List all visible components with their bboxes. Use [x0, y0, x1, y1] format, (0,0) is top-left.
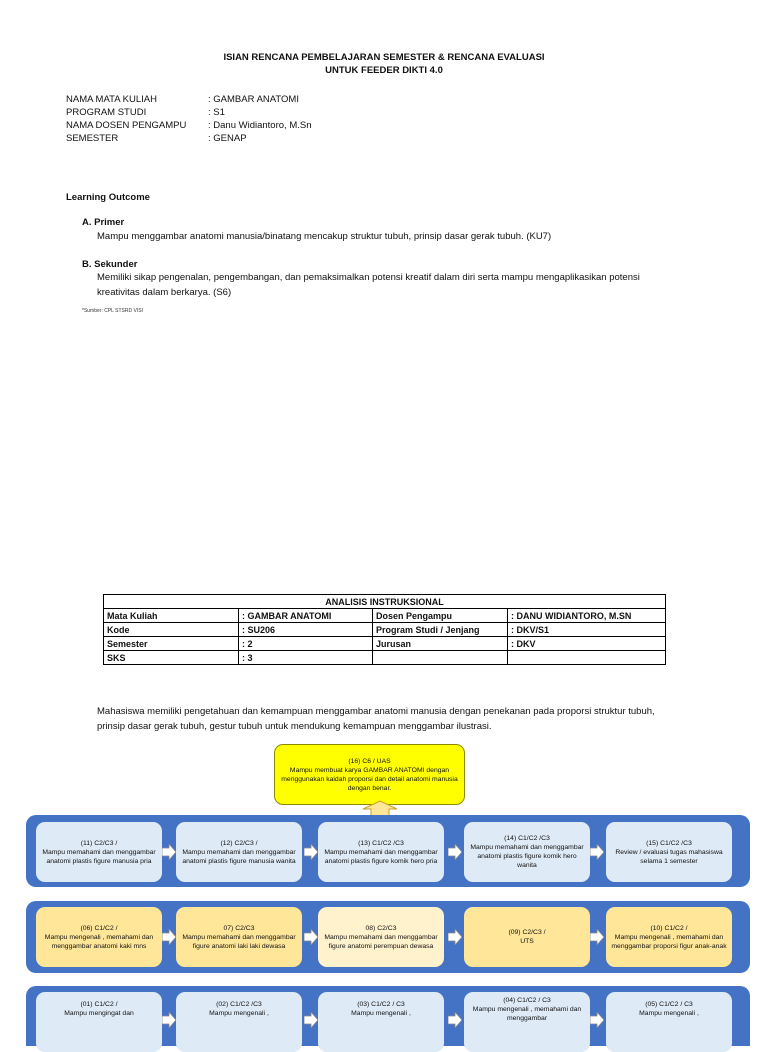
table-cell: Semester — [104, 637, 239, 651]
right-arrow-icon — [590, 929, 604, 945]
box-text: Mampu memahami dan menggambar anatomi plastis figure manusia pria — [42, 848, 156, 865]
table-cell: : 2 — [239, 637, 373, 651]
description-line2: prinsip dasar gerak tubuh, gestur tubuh untuk mendukung kemampuan menggambar ilustrasi. — [97, 721, 492, 732]
diagram-box-11 — [36, 822, 162, 882]
diagram-box-06 — [36, 907, 162, 967]
sekunder-label: B. Sekunder — [82, 259, 138, 270]
info-row-semester — [66, 132, 466, 145]
table-cell — [508, 651, 666, 665]
table-cell: SKS — [104, 651, 239, 665]
right-arrow-icon — [448, 1012, 462, 1028]
box-code: (13) C1/C2 /C3 — [358, 839, 404, 847]
learning-outcome-heading: Learning Outcome — [66, 192, 150, 203]
diagram-box-12 — [176, 822, 302, 882]
instructional-analysis-table — [103, 594, 666, 665]
box-text: Mampu memahami dan menggambar anatomi plastis figure komik hero pria — [324, 848, 438, 865]
diagram-box-04 — [464, 992, 590, 1052]
diagram-box-08 — [318, 907, 444, 967]
info-value: : Danu Widiantoro, M.Sn — [208, 120, 312, 131]
right-arrow-icon — [304, 844, 318, 860]
info-row-program — [66, 106, 466, 119]
box-text: Mampu mengenali , — [351, 1010, 411, 1017]
table-cell: : 3 — [239, 651, 373, 665]
table-cell: : SU206 — [239, 623, 373, 637]
sekunder-text-line2: kreativitas dalam berkarya. (S6) — [97, 287, 232, 298]
right-arrow-icon — [162, 1012, 176, 1028]
box-text: Mampu mengenali , memahami dan menggambar proporsi figur anak-anak — [611, 933, 727, 950]
box-text: Mampu memahami dan menggambar figure anatomi perempuan dewasa — [324, 933, 438, 950]
box-text: Review / evaluasi tugas mahasiswa selama 1 semester — [615, 848, 723, 865]
right-arrow-icon — [162, 844, 176, 860]
table-cell: Dosen Pengampu — [373, 609, 508, 623]
diagram-box-10 — [606, 907, 732, 967]
diagram-box-09 — [464, 907, 590, 967]
box-code: (03) C1/C2 / C3 — [357, 1001, 405, 1008]
right-arrow-icon — [590, 1012, 604, 1028]
info-row-lecturer — [66, 119, 466, 132]
table-cell: : DKV/S1 — [508, 623, 666, 637]
info-label: NAMA DOSEN PENGAMPU — [66, 120, 187, 131]
right-arrow-icon — [304, 929, 318, 945]
box-code: (09) C2/C3 / — [508, 929, 546, 936]
box-code: (16) C6 / UAS — [348, 757, 391, 765]
info-label: NAMA MATA KULIAH — [66, 94, 157, 105]
right-arrow-icon — [448, 844, 462, 860]
box-code: (11) C2/C3 / — [80, 839, 118, 847]
diagram-box-02 — [176, 992, 302, 1052]
right-arrow-icon — [448, 929, 462, 945]
box-text: Mampu memahami dan menggambar anatomi plastis figure manusia wanita — [182, 848, 296, 865]
box-text: UTS — [520, 938, 534, 945]
box-text: Mampu membuat karya GAMBAR ANATOMI dengan menggunakan kaidah proporsi dan detail anatomi manusia dengan benar. — [281, 766, 458, 792]
table-row — [104, 651, 666, 665]
info-row-course — [66, 93, 466, 106]
box-code: (05) C1/C2 / C3 — [645, 1001, 693, 1008]
table-cell: Mata Kuliah — [104, 609, 239, 623]
doc-title-line2: UNTUK FEEDER DIKTI 4.0 — [325, 65, 443, 76]
table-row — [104, 609, 666, 623]
box-text: Mampu mengenali , — [209, 1010, 269, 1017]
box-text: Mampu mengenali , memahami dan menggambar — [472, 1006, 582, 1022]
diagram-box-15 — [606, 822, 732, 882]
diagram-box-13 — [318, 822, 444, 882]
info-label: PROGRAM STUDI — [66, 107, 147, 118]
table-cell: Jurusan — [373, 637, 508, 651]
box-text: Mampu memahami dan menggambar anatomi plastis figure komik hero wanita — [470, 844, 584, 869]
box-text: Mampu memahami dan menggambar figure anatomi laki laki dewasa — [182, 933, 296, 950]
table-cell: : DKV — [508, 637, 666, 651]
right-arrow-icon — [590, 844, 604, 860]
box-code: 08) C2/C3 — [365, 924, 397, 932]
box-text: Mampu mengenali , memahami dan menggambar anatomi kaki mns — [44, 933, 154, 950]
source-note: *Sumber: CPL STSRD VISI — [82, 308, 143, 314]
table-cell: Program Studi / Jenjang — [373, 623, 508, 637]
box-code: (14) C1/C2 /C3 — [504, 835, 550, 842]
box-code: (04) C1/C2 / C3 — [503, 997, 551, 1004]
table-cell — [373, 651, 508, 665]
box-code: (15) C1/C2 /C3 — [646, 839, 692, 847]
box-code: (10) C1/C2 / — [650, 924, 688, 932]
table-title-row — [104, 595, 666, 609]
doc-title-line1: ISIAN RENCANA PEMBELAJARAN SEMESTER & RENCANA EVALUASI — [223, 52, 545, 63]
box-code: (02) C1/C2 /C3 — [216, 1001, 262, 1008]
box-code: (12) C2/C3 / — [220, 839, 258, 847]
diagram-box-07 — [176, 907, 302, 967]
sekunder-text-line1: Memiliki sikap pengenalan, pengembangan, dan pemaksimalkan potensi kreatif dalam diri serta mampu mengaplikasikan potensi — [97, 272, 640, 283]
diagram-box-final — [274, 744, 465, 805]
info-value: : GAMBAR ANATOMI — [208, 94, 299, 105]
diagram-box-14 — [464, 822, 590, 882]
right-arrow-icon — [162, 929, 176, 945]
info-value: : S1 — [208, 107, 225, 118]
diagram-box-03 — [318, 992, 444, 1052]
description-line1: Mahasiswa memiliki pengetahuan dan kemampuan menggambar anatomi manusia dengan penekanan pada proporsi struktur tubuh, — [97, 706, 655, 717]
table-cell: : GAMBAR ANATOMI — [239, 609, 373, 623]
box-code: 07) C2/C3 — [223, 924, 255, 932]
table-cell: Kode — [104, 623, 239, 637]
diagram-box-05 — [606, 992, 732, 1052]
info-value: : GENAP — [208, 133, 247, 144]
table-title: ANALISIS INSTRUKSIONAL — [104, 595, 666, 609]
table-row — [104, 623, 666, 637]
primer-label: A. Primer — [82, 217, 125, 228]
box-text: Mampu mengingat dan — [64, 1010, 134, 1017]
box-code: (06) C1/C2 / — [80, 924, 118, 932]
table-row — [104, 637, 666, 651]
info-label: SEMESTER — [66, 133, 119, 144]
table-cell: : DANU WIDIANTORO, M.SN — [508, 609, 666, 623]
right-arrow-icon — [304, 1012, 318, 1028]
primer-text: Mampu menggambar anatomi manusia/binatang mencakup struktur tubuh, prinsip dasar gerak tubuh. (KU7) — [97, 231, 552, 242]
box-code: (01) C1/C2 / — [80, 1001, 118, 1008]
box-text: Mampu mengenali , — [639, 1010, 699, 1017]
diagram-box-01 — [36, 992, 162, 1052]
